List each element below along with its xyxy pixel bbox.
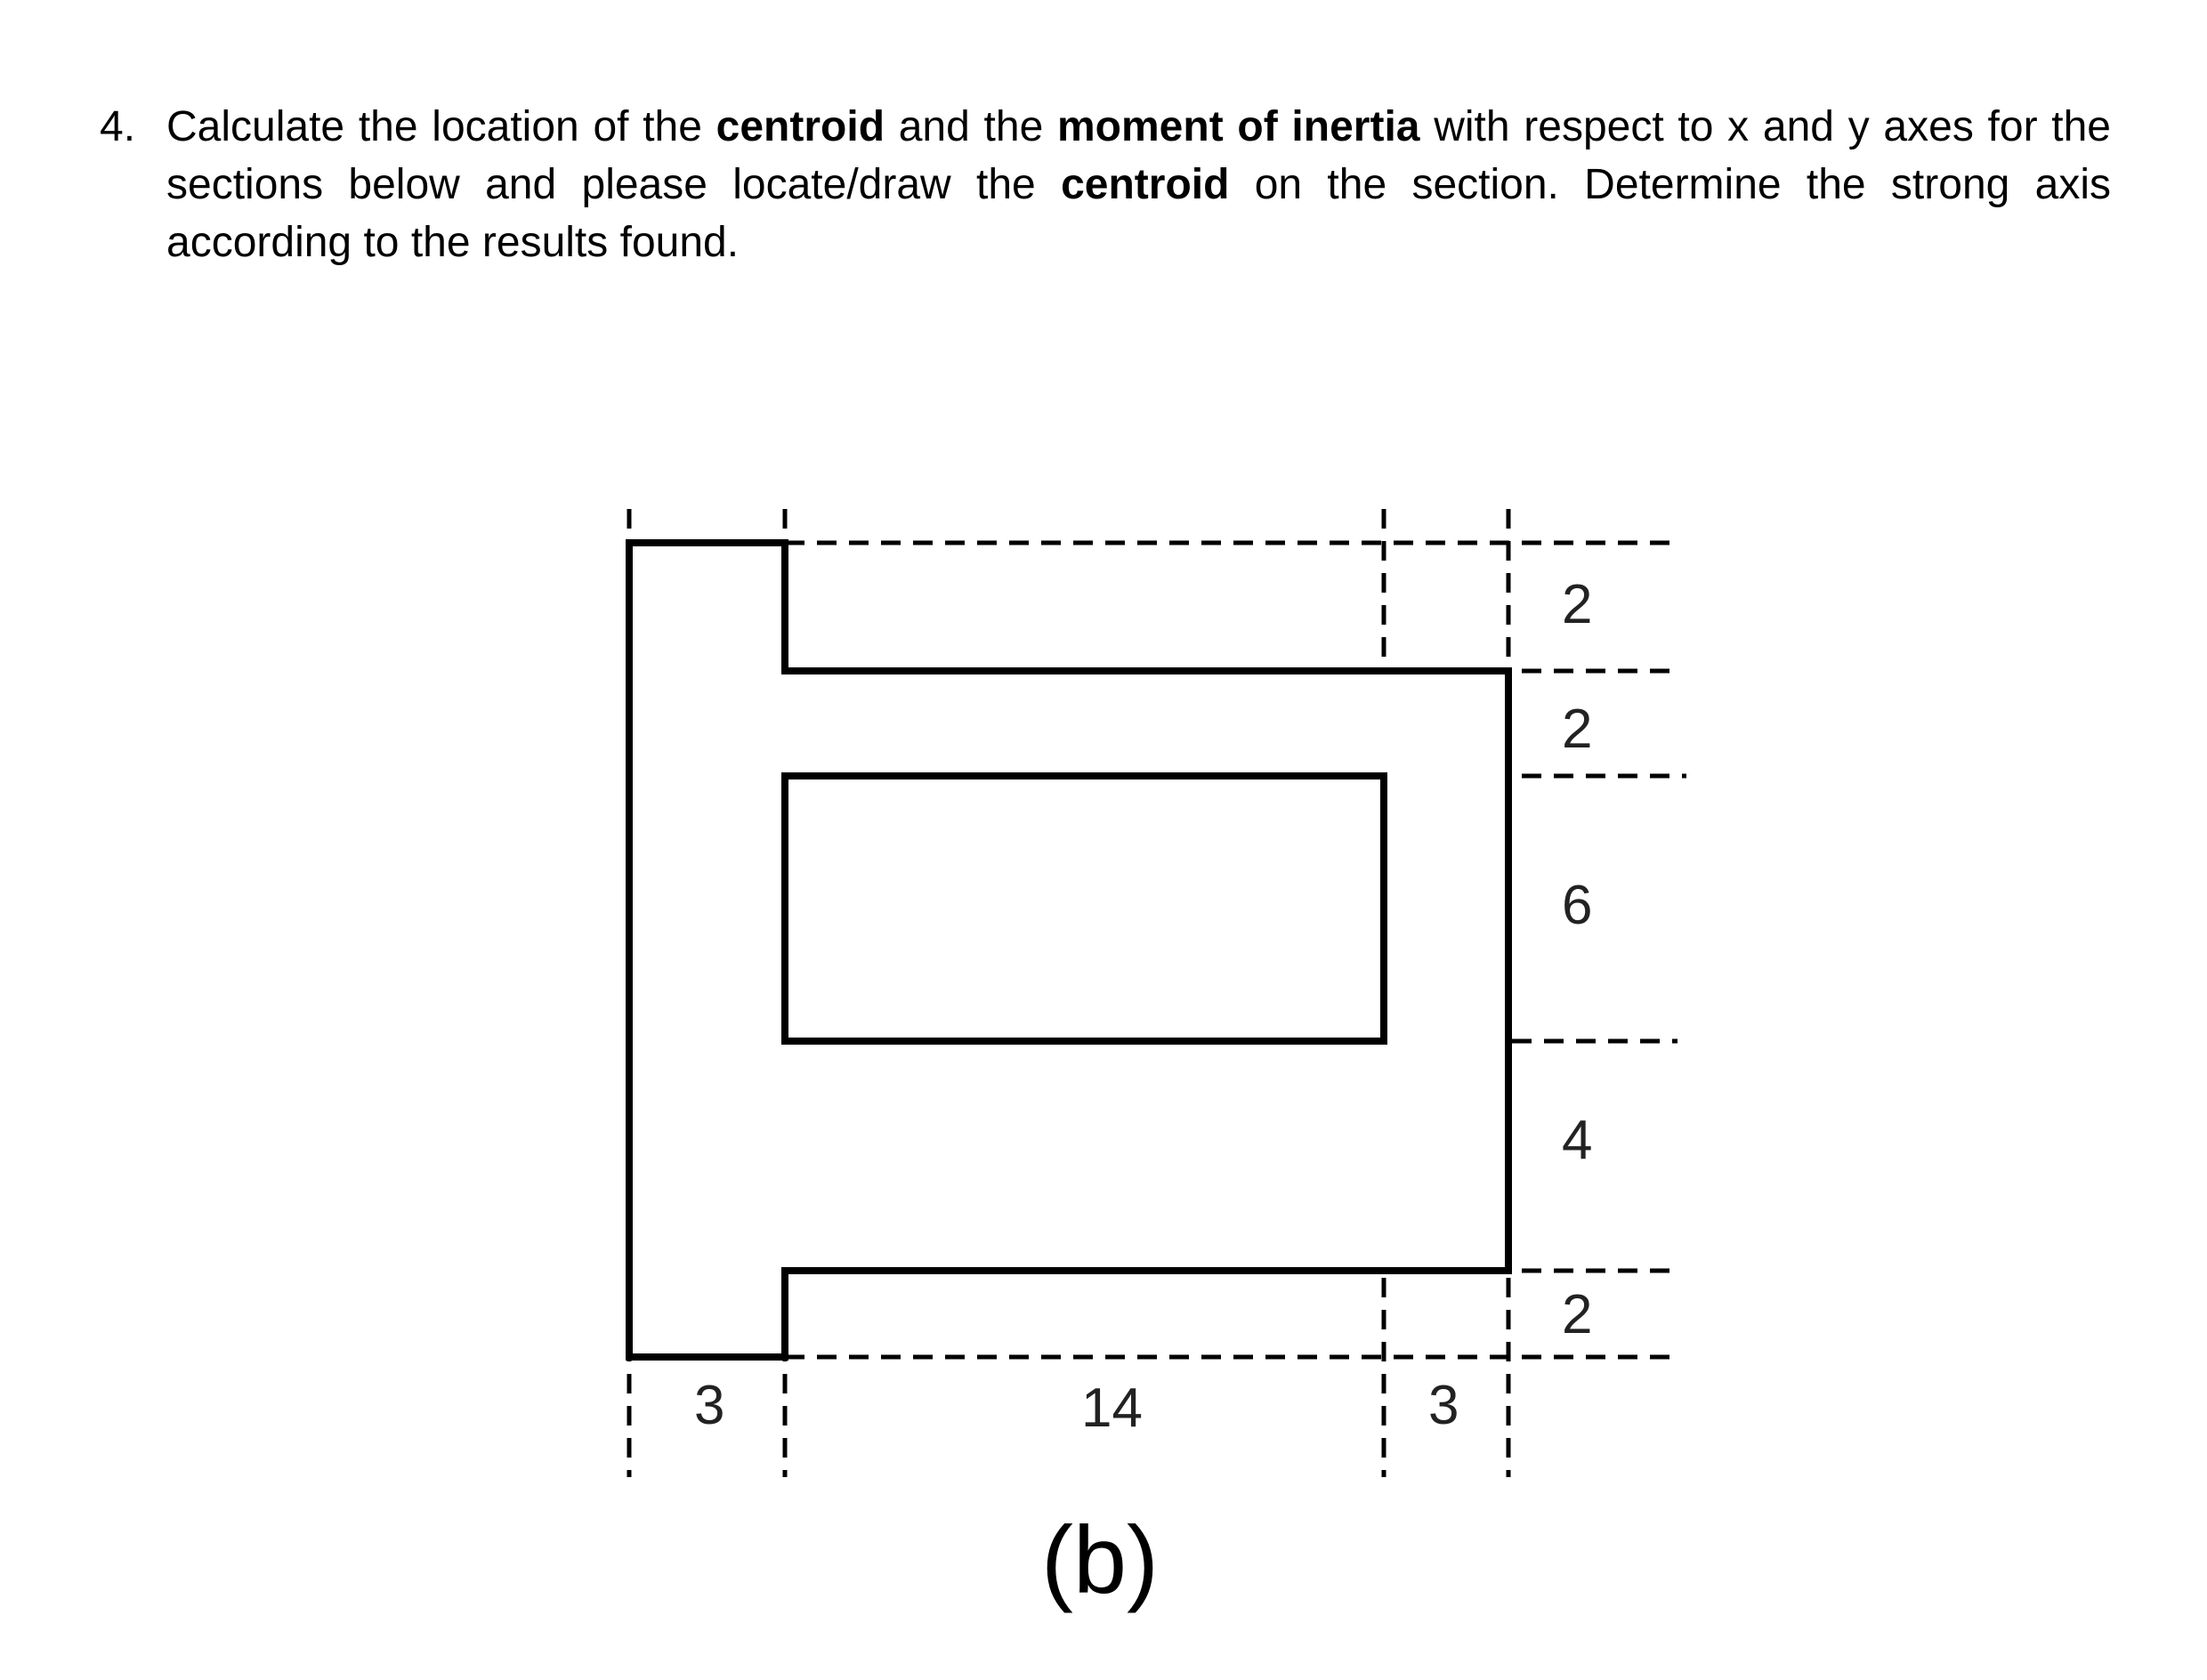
dim-bottom-web-thickness: 4 (1562, 1110, 1593, 1171)
keyword-moment-of-inertia: moment of inertia (1057, 103, 1420, 150)
bottom-web (785, 1041, 1384, 1271)
dim-web-length: 14 (1081, 1377, 1143, 1439)
dim-web-gap: 6 (1562, 875, 1593, 936)
question-text-part-1: Calculate the location of the (166, 103, 716, 150)
dim-top-web-thickness: 2 (1562, 699, 1593, 760)
left-flange (629, 543, 785, 1357)
keyword-centroid: centroid (715, 103, 885, 150)
question-text-part-3: with respect to x and y axes for the sections below and please locate/draw the (166, 103, 2112, 208)
question-text-part-2: and the (885, 103, 1057, 150)
dim-bottom-offset: 2 (1562, 1284, 1593, 1345)
keyword-centroid-2: centroid (1061, 161, 1230, 208)
dim-left-flange-width: 3 (694, 1375, 725, 1436)
right-flange (1384, 671, 1508, 1271)
dim-top-offset: 2 (1562, 574, 1593, 635)
figure-caption: (b) (1041, 1506, 1159, 1613)
top-web (785, 671, 1384, 776)
dim-right-flange-width: 3 (1428, 1375, 1459, 1436)
question-number: 4. (100, 103, 136, 150)
question-text-part-4: on the section. Determine the strong axis according to the results found. (166, 161, 2112, 266)
